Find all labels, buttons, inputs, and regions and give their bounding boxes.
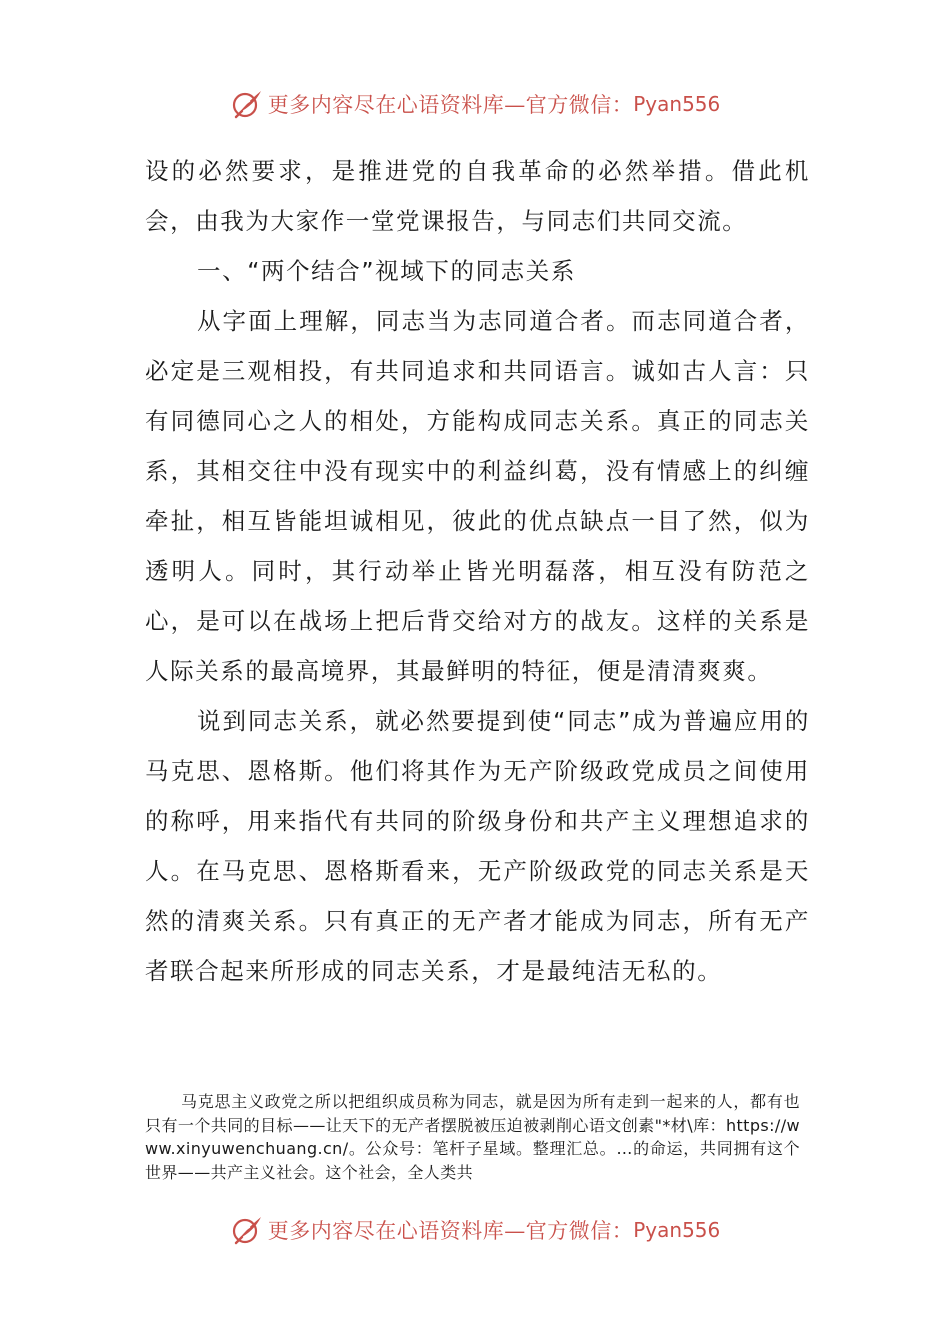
footer-banner	[0, 1208, 950, 1252]
quill-logo-icon	[230, 87, 264, 121]
banner-text: 更多内容尽在心语资料库—官方微信：	[267, 1219, 634, 1243]
paragraph-continued: 设的必然要求，是推进党的自我革命的必然举措。借此机会，由我为大家作一堂党课报告，与同志们共同交流。	[145, 157, 810, 235]
banner-wechat-id: Pyan556	[633, 92, 721, 116]
paragraph: 从字面上理解，同志当为志同道合者。而志同道合者，必定是三观相投，有共同追求和共同语言。诚如古人言：只有同德同心之人的相处，方能构成同志关系。真正的同志关系，其相交往中没有现实中的利益纠葛，没有情感上的纠缠牵扯，相互皆能坦诚相见，彼此的优点缺点一目了然，似为透明人。同时，其行动举止皆光明磊落，相互没有防范之心，是可以在战场上把后背交给对方的战友。这样的关系是人际关系的最高境界，其最鲜明的特征，便是清清爽爽。	[145, 307, 810, 685]
quill-logo-icon	[230, 1213, 264, 1247]
header-banner	[0, 82, 950, 126]
document-body	[145, 146, 810, 996]
footnote-text: 马克思主义政党之所以把组织成员称为同志，就是因为所有走到一起来的人，都有也只有一个共同的目标——让天下的无产者摆脱被压迫被剥削心语文创素"*材\库：https://www.xinyuwenchuang.cn/。公众号：笔杆子星域。整理汇总。…的命运，共同拥有这个世界——共产主义社会。这个社会，全人类共	[145, 1092, 800, 1182]
paragraph: 说到同志关系，就必然要提到使“同志”成为普遍应用的马克思、恩格斯。他们将其作为无产阶级政党成员之间使用的称呼，用来指代有共同的阶级身份和共产主义理想追求的人。在马克思、恩格斯看来，无产阶级政党的同志关系是天然的清爽关系。只有真正的无产者才能成为同志，所有无产者联合起来所形成的同志关系，才是最纯洁无私的。	[145, 707, 810, 985]
section-heading: 一、“两个结合”视域下的同志关系	[197, 257, 576, 285]
banner-text: 更多内容尽在心语资料库—官方微信：	[267, 93, 634, 117]
banner-wechat-id: Pyan556	[633, 1218, 721, 1242]
